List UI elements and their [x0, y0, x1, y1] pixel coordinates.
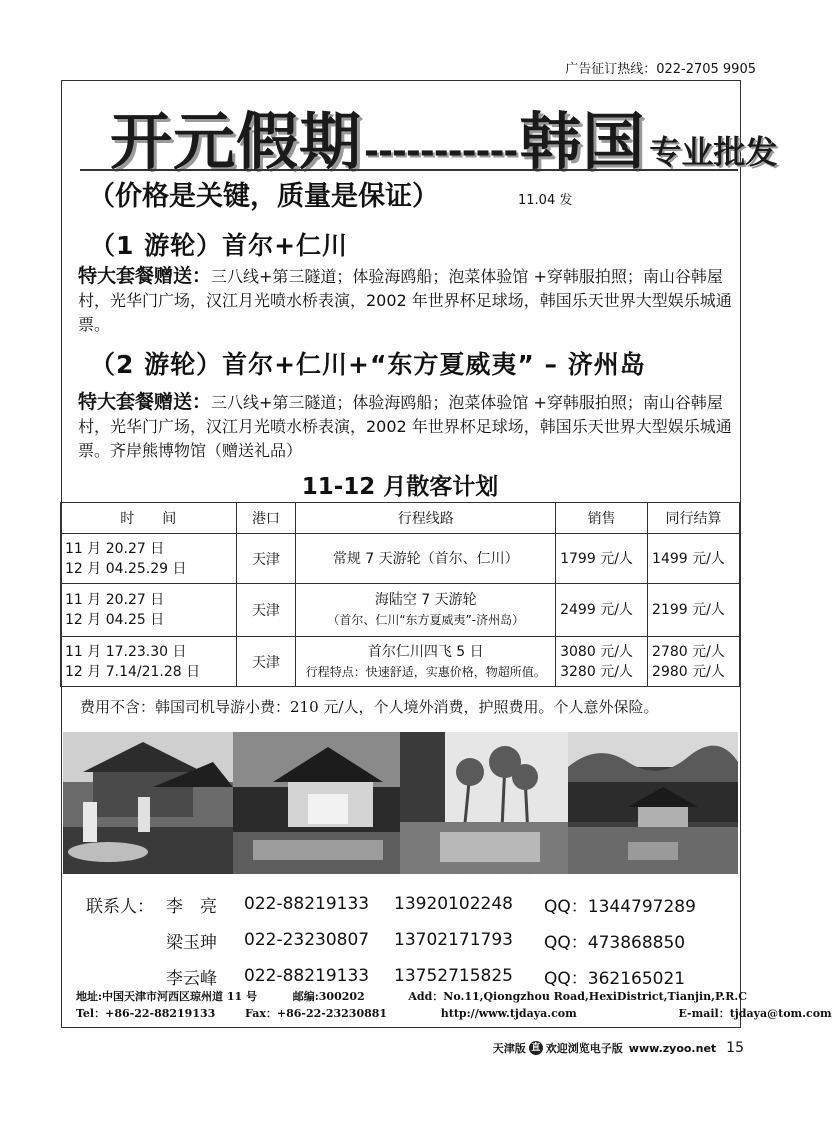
address-postcode: 邮编:300202 — [292, 990, 365, 1003]
contact-mobile: 13702171793 — [394, 930, 513, 950]
time-line: 11 月 20.27 日 — [65, 592, 165, 608]
address-web[interactable]: http://www.tjdaya.com — [440, 1007, 577, 1020]
photo-palm-pool — [400, 732, 568, 874]
route-line: 首尔仁川四飞 5 日 — [367, 643, 484, 660]
contact-name: 梁玉珅 — [166, 932, 217, 953]
table-row — [61, 534, 740, 584]
contact-name: 李云峰 — [166, 968, 217, 989]
price-line: 2499 元/人 — [560, 602, 633, 618]
footer-text: 欢迎浏览电子版 — [545, 1042, 623, 1055]
header-peer: 同行结算 — [648, 503, 740, 534]
page-number: 15 — [726, 1040, 744, 1056]
address-line-1 — [76, 988, 747, 1004]
title-dashes: ----------- — [364, 131, 518, 172]
brand-name: 开元假期 — [110, 105, 363, 178]
row-port: 天津 — [236, 637, 296, 687]
ad-title — [110, 92, 777, 181]
address-en: Add：No.11,Qiongzhou Road,HexiDistrict,Tianjin,P.R.C — [408, 990, 747, 1003]
contact-tel: 022-23230807 — [244, 930, 370, 950]
price-line: 1499 元/人 — [652, 550, 725, 567]
photo-resort-lagoon — [568, 732, 738, 874]
contact-tel: 022-88219133 — [244, 894, 370, 914]
row-route — [296, 637, 556, 687]
plan-title: 11-12 月散客计划 — [301, 474, 499, 500]
footer-edition: 天津版 — [492, 1042, 526, 1055]
row-peer — [648, 534, 740, 584]
row-peer — [648, 584, 740, 637]
time-line: 11 月 20.27 日 — [65, 540, 165, 557]
contact-qq: QQ：473868850 — [544, 932, 686, 953]
time-line: 11 月 17.23.30 日 — [65, 643, 187, 660]
price-line: 1799 元/人 — [560, 550, 633, 567]
issue-date: 11.04 发 — [518, 193, 573, 208]
contact-label: 联系人： — [86, 896, 154, 917]
price-line: 3280 元/人 — [560, 663, 633, 680]
photo-villa-fountain — [63, 732, 233, 874]
page-footer — [493, 1040, 744, 1056]
time-line: 12 月 04.25 日 — [65, 612, 165, 628]
table-header-row — [61, 503, 740, 534]
ad-hotline: 广告征订热线：022-2705 9905 — [565, 62, 756, 77]
title-rule — [80, 169, 738, 171]
photo-strip — [63, 732, 738, 874]
row-sale — [556, 534, 648, 584]
contact-tel: 022-88219133 — [244, 966, 370, 986]
route-line: （首尔、仁川“东方夏威夷”-济州岛） — [327, 613, 525, 627]
price-line: 2780 元/人 — [652, 643, 725, 660]
row-sale — [556, 584, 648, 637]
contacts — [86, 886, 696, 994]
schedule-table — [60, 502, 740, 687]
slogan: （价格是关键，质量是保证） — [88, 181, 439, 212]
row-time — [61, 637, 237, 687]
address-cn: 地址:中国天津市河西区琼州道 11 号 — [76, 990, 258, 1003]
contact-mobile: 13752715825 — [394, 966, 513, 986]
route-1-title: （1 游轮）首尔+仁川 — [90, 231, 349, 260]
route-2-title: （2 游轮）首尔+仁川+“东方夏威夷” – 济州岛 — [90, 350, 646, 379]
row-route — [296, 534, 556, 584]
time-line: 12 月 04.25.29 日 — [65, 560, 187, 577]
footer-badge-icon: 直 — [529, 1041, 543, 1055]
contact-name: 李 亮 — [166, 896, 217, 917]
footer-site-link[interactable]: www.zyoo.net — [628, 1041, 717, 1055]
exclusions-note: 费用不含：韩国司机导游小费：210 元/人，个人境外消费，护照费用。个人意外保险。 — [80, 698, 659, 716]
row-time — [61, 534, 237, 584]
row-time — [61, 584, 237, 637]
header-route: 行程线路 — [296, 503, 556, 534]
photo-pool-villa — [233, 732, 400, 874]
address-email[interactable]: E-mail：tjdaya@tom.com — [678, 1007, 832, 1020]
address-tel: Tel：+86-22-88219133 — [76, 1007, 216, 1020]
contact-row — [86, 886, 696, 922]
contact-qq: QQ：362165021 — [544, 968, 686, 989]
route-2-text: 三八线+第三隧道；体验海鸥船；泡菜体验馆 +穿韩服拍照；南山谷韩屋村，光华门广场，汉江月光喷水桥表演，2002 年世界杯足球场，韩国乐天世界大型娱乐城通票。齐岸熊博物馆（赠送礼品） — [78, 393, 732, 460]
address-fax: Fax：+86-22-23230881 — [244, 1007, 388, 1020]
title-suffix: 专业批发 — [649, 133, 778, 171]
route-line: 行程特点：快速舒适，实惠价格，物超所值。 — [305, 664, 546, 679]
route-line: 常规 7 天游轮（首尔、仁川） — [332, 550, 519, 567]
header-port: 港口 — [236, 503, 296, 534]
route-1-lead: 特大套餐赠送： — [78, 265, 212, 287]
row-peer — [648, 637, 740, 687]
price-line: 2980 元/人 — [652, 663, 725, 680]
price-line: 2199 元/人 — [652, 602, 725, 618]
route-1-package — [78, 264, 740, 337]
contact-row — [86, 922, 696, 958]
header-sale: 销售 — [556, 503, 648, 534]
route-line: 海陆空 7 天游轮 — [374, 592, 477, 608]
address-line-2 — [76, 1005, 832, 1021]
header-time: 时 间 — [61, 503, 237, 534]
table-row — [61, 637, 740, 687]
country-name: 韩国 — [519, 105, 646, 178]
contact-qq: QQ：1344797289 — [544, 896, 696, 917]
time-line: 12 月 7.14/21.28 日 — [65, 663, 201, 680]
contact-mobile: 13920102248 — [394, 894, 513, 914]
route-2-lead: 特大套餐赠送： — [78, 391, 212, 413]
route-1-text: 三八线+第三隧道；体验海鸥船；泡菜体验馆 +穿韩服拍照；南山谷韩屋村，光华门广场，汉江月光喷水桥表演，2002 年世界杯足球场，韩国乐天世界大型娱乐城通票。 — [78, 267, 732, 334]
row-port: 天津 — [236, 584, 296, 637]
price-line: 3080 元/人 — [560, 643, 633, 660]
row-route — [296, 584, 556, 637]
row-port: 天津 — [236, 534, 296, 584]
row-sale — [556, 637, 648, 687]
route-2-package — [78, 390, 740, 463]
table-row — [61, 584, 740, 637]
